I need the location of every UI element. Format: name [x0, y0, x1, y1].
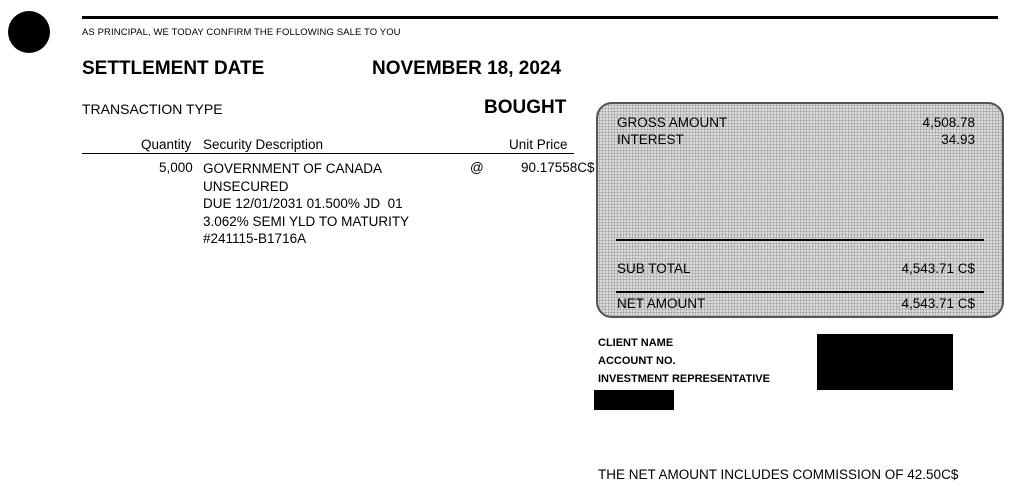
redacted-client-info — [817, 334, 953, 390]
description-line: DUE 12/01/2031 01.500% JD 01 — [203, 196, 403, 211]
description-line: GOVERNMENT OF CANADA — [203, 161, 383, 176]
investment-representative-label: INVESTMENT REPRESENTATIVE — [598, 373, 770, 385]
commission-note: THE NET AMOUNT INCLUDES COMMISSION OF 42.50C$ — [598, 467, 959, 482]
header-rule — [82, 16, 998, 19]
column-header-description: Security Description — [203, 137, 324, 152]
gross-amount-label: GROSS AMOUNT — [617, 115, 728, 130]
redacted-representative — [594, 390, 674, 410]
net-amount-value: 4,543.71 C$ — [901, 296, 975, 311]
row-security-description — [203, 160, 409, 248]
column-header-unit-price: Unit Price — [509, 137, 568, 152]
transaction-type-value: BOUGHT — [484, 97, 567, 118]
net-amount-rule — [616, 291, 984, 293]
account-number-label: ACCOUNT NO. — [598, 355, 676, 367]
punch-hole-mark — [8, 11, 50, 53]
subtotal-label: SUB TOTAL — [617, 261, 691, 276]
transaction-type-label: TRANSACTION TYPE — [82, 101, 223, 117]
table-header-rule — [82, 153, 574, 154]
principal-notice: AS PRINCIPAL, WE TODAY CONFIRM THE FOLLOWING SALE TO YOU — [82, 27, 401, 38]
net-amount-label: NET AMOUNT — [617, 296, 706, 311]
interest-value: 34.93 — [941, 132, 975, 147]
description-line: 3.062% SEMI YLD TO MATURITY — [203, 213, 410, 229]
column-header-quantity: Quantity — [141, 137, 192, 152]
subtotal-rule — [616, 239, 984, 241]
at-symbol: @ — [470, 160, 484, 175]
amount-summary-box — [596, 102, 1004, 318]
description-line: UNSECURED — [203, 178, 289, 194]
subtotal-value: 4,543.71 C$ — [901, 261, 975, 276]
row-unit-price: 90.17558C$ — [521, 160, 595, 175]
settlement-date-value: NOVEMBER 18, 2024 — [372, 58, 562, 79]
client-name-label: CLIENT NAME — [598, 337, 674, 349]
description-line: #241115-B1716A — [203, 231, 307, 246]
row-quantity: 5,000 — [159, 160, 193, 175]
interest-label: INTEREST — [617, 132, 684, 147]
gross-amount-value: 4,508.78 — [922, 115, 975, 130]
settlement-date-label: SETTLEMENT DATE — [82, 58, 265, 79]
